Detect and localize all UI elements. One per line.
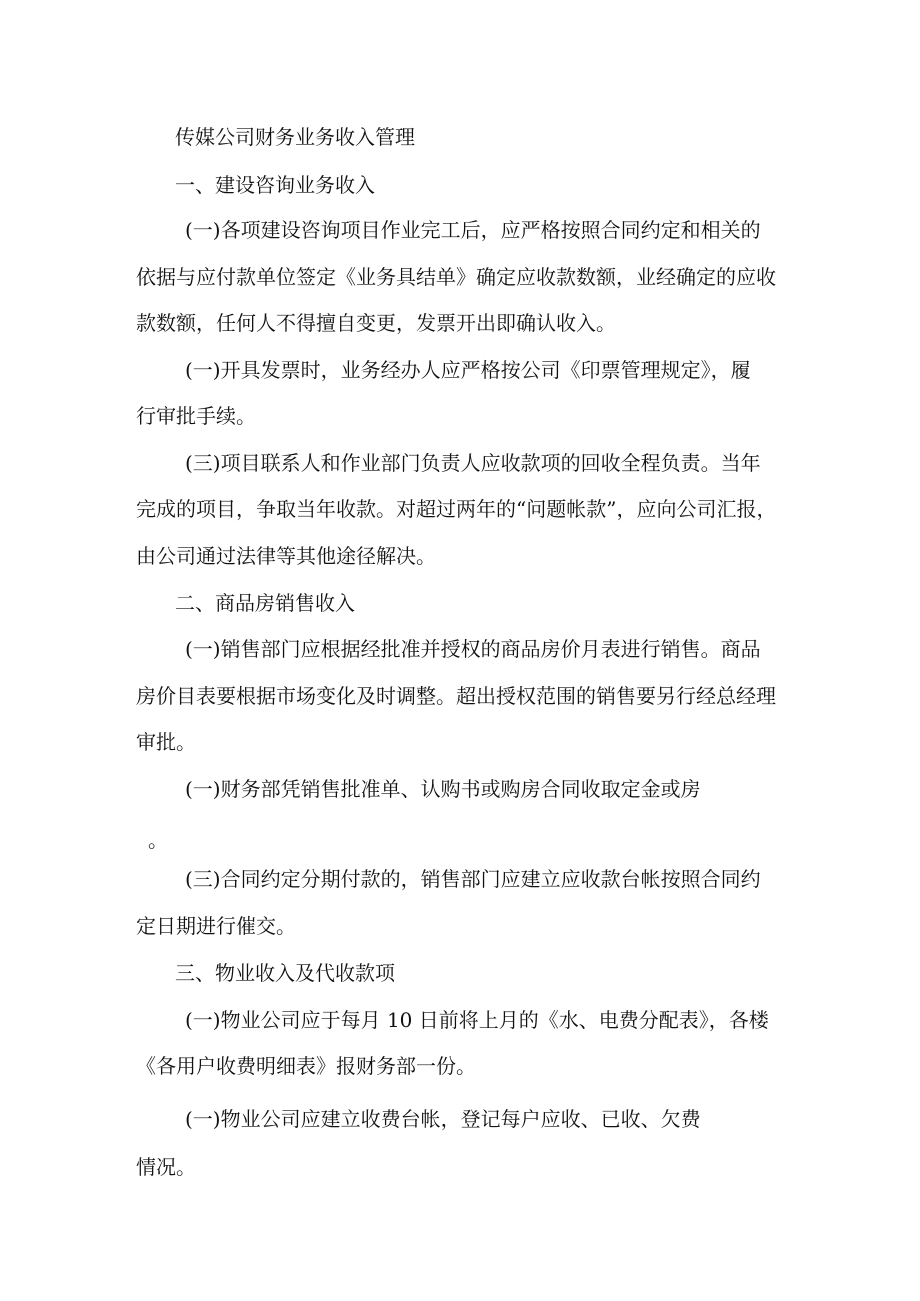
paragraph-line: 房价目表要根据市场变化及时调整。超出授权范围的销售要另行经总经理 bbox=[136, 684, 776, 708]
paragraph-line: (三)合同约定分期付款的，销售部门应建立应收款台帐按照合同约 bbox=[185, 867, 761, 891]
paragraph-line: 审批。 bbox=[136, 730, 196, 754]
paragraph-line: (一)财务部凭销售批准单、认购书或购房合同收取定金或房 bbox=[185, 777, 701, 801]
section-heading-2: 二、商品房销售收入 bbox=[175, 591, 355, 615]
paragraph-line: 由公司通过法律等其他途径解决。 bbox=[136, 544, 436, 568]
section-heading-3: 三、物业收入及代收款项 bbox=[175, 961, 395, 985]
paragraph-line: (一)物业公司应建立收费台帐，登记每户应收、已收、欠费 bbox=[185, 1107, 701, 1131]
paragraph-line: 情况。 bbox=[136, 1155, 196, 1179]
section-heading-1: 一、建设咨询业务收入 bbox=[175, 173, 375, 197]
paragraph-line: 《各用户收费明细表》报财务部一份。 bbox=[136, 1054, 476, 1078]
paragraph-line: 依据与应付款单位签定《业务具结单》确定应收款数额，业经确定的应收 bbox=[136, 265, 776, 289]
paragraph-line: 行审批手续。 bbox=[136, 404, 256, 428]
paragraph-line: 定日期进行催交。 bbox=[136, 914, 296, 938]
document-title: 传媒公司财务业务收入管理 bbox=[175, 125, 415, 149]
paragraph-line: (三)项目联系人和作业部门负责人应收款项的回收全程负责。当年 bbox=[185, 451, 761, 475]
paragraph-line: (一)各项建设咨询项目作业完工后，应严格按照合同约定和相关的 bbox=[185, 218, 761, 242]
paragraph-line: 。 bbox=[148, 828, 168, 852]
paragraph-line: (一)物业公司应于每月 10 日前将上月的《水、电费分配表》，各楼 bbox=[185, 1008, 769, 1032]
paragraph-line: (一)销售部门应根据经批准并授权的商品房价月表进行销售。商品 bbox=[185, 637, 761, 661]
paragraph-line: (一)开具发票时，业务经办人应严格按公司《印票管理规定》，履 bbox=[185, 358, 751, 382]
paragraph-line: 款数额，任何人不得擅自变更，发票开出即确认收入。 bbox=[136, 311, 616, 335]
paragraph-line: 完成的项目，争取当年收款。对超过两年的“问题帐款”，应向公司汇报， bbox=[136, 497, 777, 521]
